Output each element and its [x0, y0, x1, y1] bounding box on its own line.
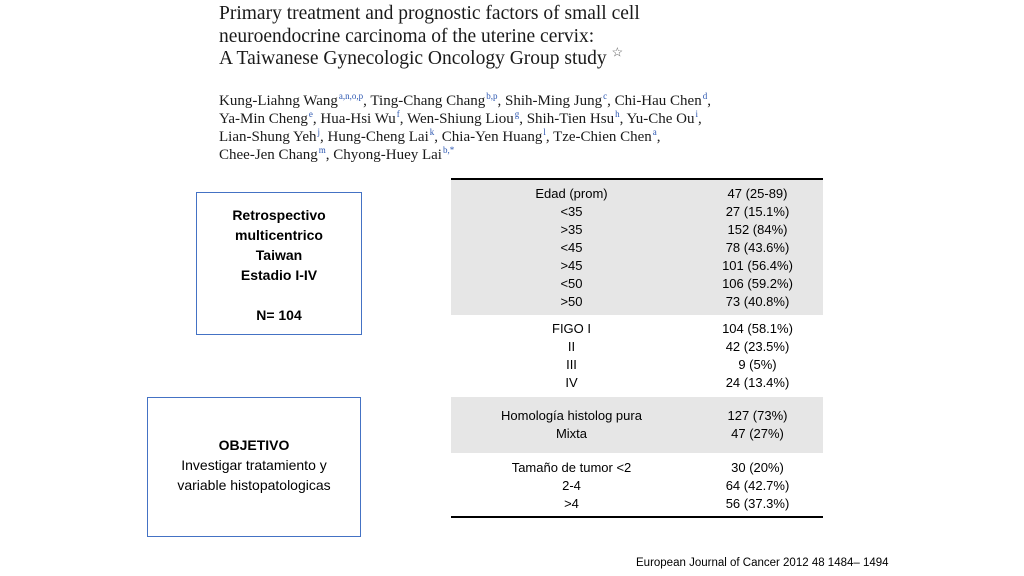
row-label: >50 — [560, 294, 583, 309]
value-column — [692, 459, 823, 513]
row-label: <50 — [560, 276, 583, 291]
label-column — [451, 185, 692, 311]
author-separator: , — [325, 147, 330, 163]
row-value: 78 (43.6%) — [725, 240, 790, 255]
author-list — [219, 92, 819, 164]
author-name: Ya-Min Cheng — [219, 111, 308, 127]
author-affiliation-link[interactable]: k — [429, 127, 435, 137]
author-line — [219, 110, 819, 128]
row-label: Tamaño de tumor <2 — [511, 460, 632, 475]
author-separator: , — [707, 93, 711, 109]
row-value: 24 (13.4%) — [725, 375, 790, 390]
row-label: III — [566, 357, 577, 372]
paper-title-line: neuroendocrine carcinoma of the uterine cervix: — [219, 25, 595, 47]
author-separator: , — [519, 111, 523, 127]
author-affiliation-link[interactable]: j — [317, 127, 321, 137]
star-icon: ☆ — [611, 44, 624, 60]
author-name: Hung-Cheng Lai — [327, 129, 429, 145]
objective-title: OBJETIVO — [218, 437, 290, 453]
row-value: 127 (73%) — [727, 408, 788, 423]
row-label: >35 — [560, 222, 583, 237]
author-name: Chyong-Huey Lai — [333, 147, 442, 163]
journal-citation: European Journal of Cancer 2012 48 1484– 1494 — [636, 557, 889, 569]
author-name: Ting-Chang Chang — [370, 93, 486, 109]
row-value: 47 (25-89) — [727, 186, 788, 201]
row-value: 152 (84%) — [727, 222, 788, 237]
author-separator: , — [619, 111, 624, 127]
objective-line: variable histopatologicas — [177, 477, 331, 493]
author-name: Yu-Che Ou — [626, 111, 695, 127]
author-affiliation-link[interactable]: i — [695, 109, 698, 119]
paper-title-line — [219, 44, 919, 71]
patient-characteristics-table — [451, 178, 823, 518]
spacer — [197, 285, 361, 305]
age-group — [451, 180, 823, 315]
row-label: FIGO I — [552, 321, 591, 336]
row-value: 101 (56.4%) — [722, 258, 793, 273]
row-value: 9 (5%) — [738, 357, 777, 372]
row-label: II — [567, 339, 576, 354]
tumor-size-group — [451, 453, 823, 516]
author-line — [219, 128, 819, 146]
author-affiliation-link[interactable]: l — [543, 127, 546, 137]
author-separator: , — [697, 111, 702, 127]
author-name: Lian-Shung Yeh — [219, 129, 317, 145]
label-column — [451, 459, 692, 513]
author-name: Tze-Chien Chen — [553, 129, 652, 145]
author-affiliation-link[interactable]: b,* — [442, 145, 455, 155]
study-design-line: Taiwan — [255, 247, 303, 263]
author-line — [219, 92, 819, 110]
row-label: Homología histolog pura — [501, 408, 642, 423]
row-value: 106 (59.2%) — [722, 276, 793, 291]
label-column — [451, 407, 692, 443]
objective-line: Investigar tratamiento y — [181, 457, 327, 473]
author-affiliation-link[interactable]: b,p — [486, 91, 498, 101]
figo-stage-group — [451, 315, 823, 397]
author-separator: , — [434, 129, 439, 145]
author-name: Shih-Tien Hsu — [526, 111, 615, 127]
paper-title — [219, 3, 919, 71]
row-label: Edad (prom) — [535, 186, 608, 201]
row-value: 73 (40.8%) — [725, 294, 790, 309]
label-column — [451, 320, 692, 392]
sample-size-label: N= 104 — [256, 307, 302, 323]
row-label: <45 — [560, 240, 583, 255]
study-design-line: Retrospectivo — [232, 207, 326, 223]
row-value: 27 (15.1%) — [725, 204, 790, 219]
value-column — [692, 407, 823, 443]
row-label: IV — [565, 375, 578, 390]
author-name: Kung-Liahng Wang — [219, 93, 338, 109]
author-separator: , — [607, 93, 611, 109]
author-affiliation-link[interactable]: a — [652, 127, 657, 137]
row-label: >4 — [564, 496, 579, 511]
row-label: 2-4 — [562, 478, 581, 493]
author-affiliation-link[interactable]: g — [514, 109, 520, 119]
author-name: Hua-Hsi Wu — [320, 111, 396, 127]
author-separator: , — [399, 111, 404, 127]
author-separator: , — [497, 93, 502, 109]
author-name: Shih-Ming Jung — [505, 93, 603, 109]
author-affiliation-link[interactable]: m — [318, 145, 326, 155]
author-affiliation-link[interactable]: f — [396, 109, 400, 119]
author-separator: , — [363, 93, 367, 109]
row-value: 47 (27%) — [731, 426, 784, 441]
value-column — [692, 320, 823, 392]
author-affiliation-link[interactable]: d — [702, 91, 708, 101]
value-column — [692, 185, 823, 311]
objective-box — [147, 397, 361, 537]
author-separator: , — [312, 111, 317, 127]
row-label: >45 — [560, 258, 583, 273]
row-value: 64 (42.7%) — [725, 478, 790, 493]
paper-title-text: A Taiwanese Gynecologic Oncology Group study — [219, 48, 607, 69]
author-separator: , — [545, 129, 550, 145]
row-value: 42 (23.5%) — [725, 339, 790, 354]
study-design-box — [196, 192, 362, 335]
study-design-line: Estadio I-IV — [240, 267, 318, 283]
author-separator: , — [320, 129, 324, 145]
author-affiliation-link[interactable]: h — [615, 109, 620, 119]
author-affiliation-link[interactable]: e — [308, 109, 313, 119]
study-design-line: multicentrico — [235, 227, 323, 243]
author-name: Wen-Shiung Liou — [407, 111, 514, 127]
author-name: Chi-Hau Chen — [614, 93, 702, 109]
histology-group — [451, 397, 823, 453]
row-label: Mixta — [555, 426, 588, 441]
row-value: 30 (20%) — [731, 460, 784, 475]
author-name: Chee-Jen Chang — [219, 147, 318, 163]
author-affiliation-link[interactable]: c — [603, 91, 608, 101]
author-name: Chia-Yen Huang — [441, 129, 543, 145]
paper-title-line: Primary treatment and prognostic factors of small cell — [219, 3, 640, 24]
author-affiliation-link[interactable]: a,n,o,p — [338, 91, 364, 101]
row-label: <35 — [560, 204, 583, 219]
author-line — [219, 146, 819, 164]
row-value: 56 (37.3%) — [725, 496, 790, 511]
row-value: 104 (58.1%) — [722, 321, 793, 336]
author-separator: , — [656, 129, 661, 145]
